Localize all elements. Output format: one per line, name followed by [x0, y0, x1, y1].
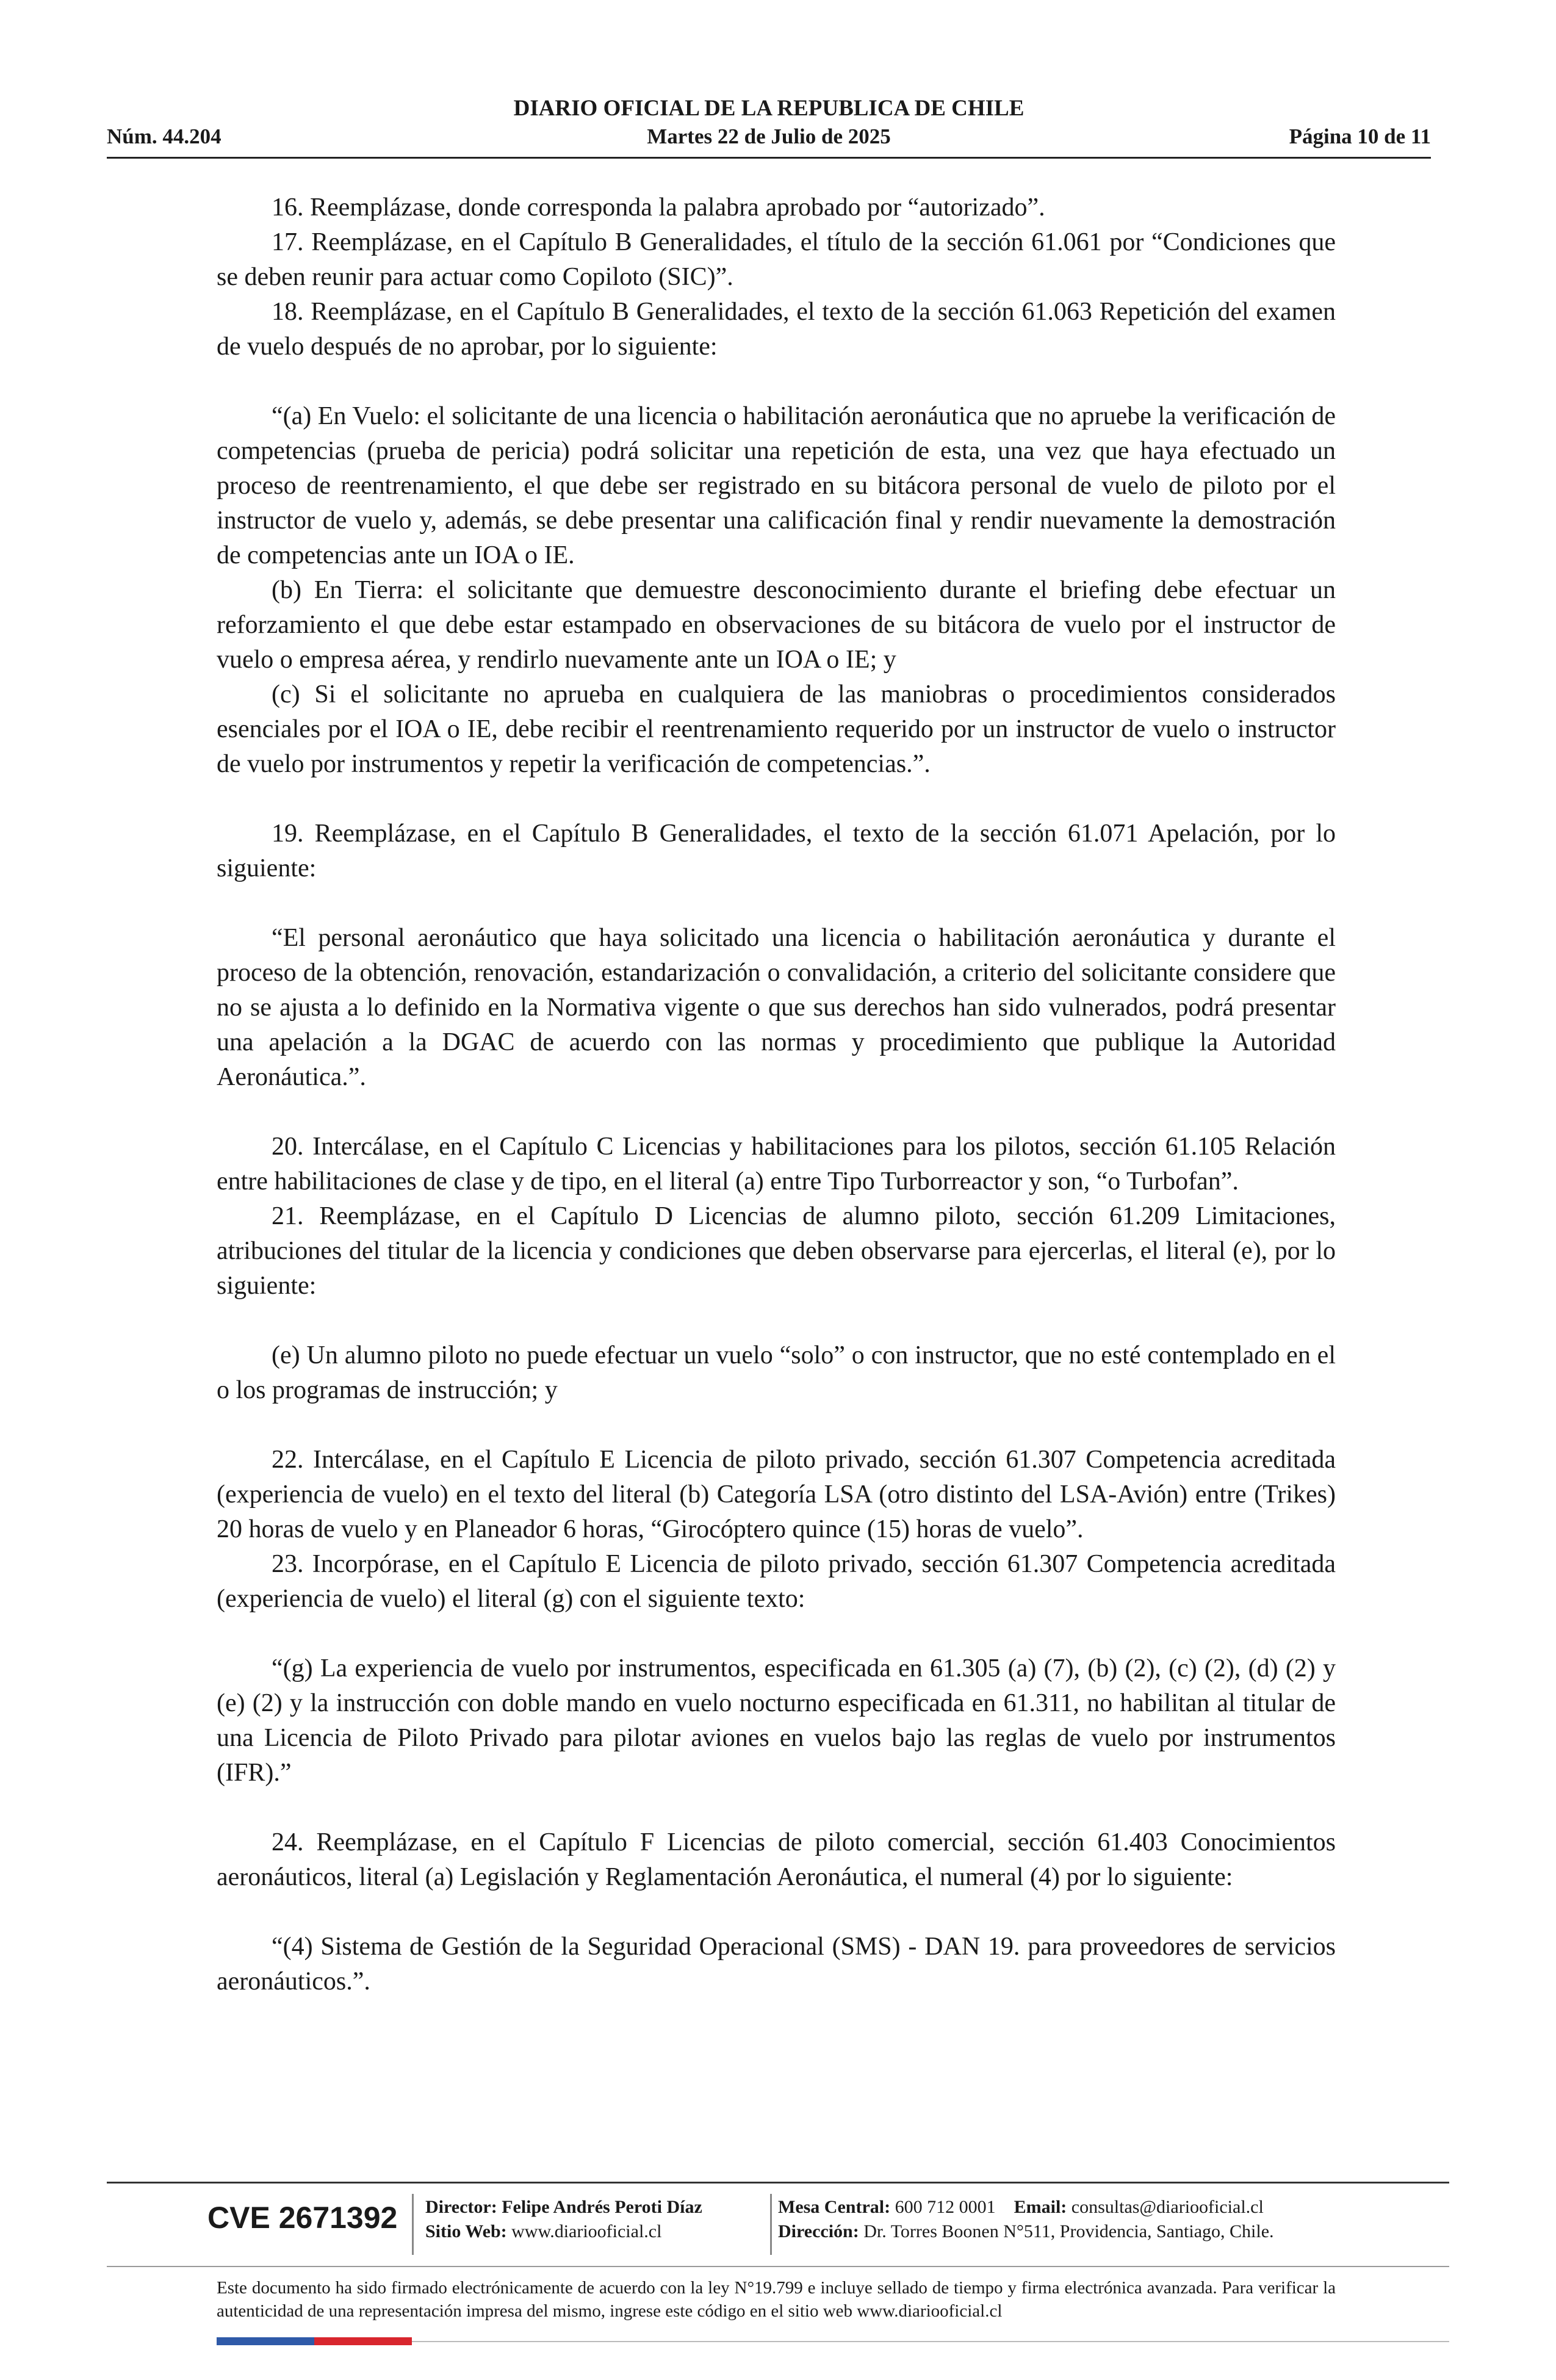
- paragraph: “El personal aeronáutico que haya solicitado una licencia o habilitación aeronáutica y durante el proceso de la obtención, renovación, estandarización o convalidación, a criterio del solicitante considere que no se ajusta a lo definido en la Normativa vigente o que sus derechos han sido vulnerados, podrá presentar una apelación a la DGAC de acuerdo con las normas y procedimiento que publique la Autoridad Aeronáutica.”.: [217, 924, 1336, 1091]
- paragraph: 21. Reemplázase, en el Capítulo D Licencias de alumno piloto, sección 61.209 Limitaciones, atribuciones del titular de la licencia y condiciones que deben observarse para ejercerlas, el literal (e), por lo siguiente:: [217, 1202, 1336, 1300]
- paragraph: 16. Reemplázase, donde corresponda la palabra aprobado por “autorizado”.: [272, 193, 1045, 222]
- paragraph: 18. Reemplázase, en el Capítulo B Generalidades, el texto de la sección 61.063 Repetición del examen de vuelo después de no aprobar, por lo siguiente:: [217, 298, 1336, 361]
- publication-title: DIARIO OFICIAL DE LA REPUBLICA DE CHILE: [513, 96, 1025, 121]
- paragraph: “(a) En Vuelo: el solicitante de una licencia o habilitación aeronáutica que no apruebe la verificación de competencias (prueba de pericia) podrá solicitar una repetición de esta, una vez que haya efectuado un proceso de reentrenamiento, el que debe ser registrado en su bitácora personal de vuelo de piloto por el instructor de vuelo y, además, se debe presentar una calificación final y rendir nuevamente la demostración de competencias ante un IOA o IE.: [217, 402, 1336, 569]
- paragraph: 19. Reemplázase, en el Capítulo B Generalidades, el texto de la sección 61.071 Apelación, por lo siguiente:: [217, 820, 1336, 882]
- flag-blue-segment: [217, 2337, 314, 2345]
- legal-notice: Este documento ha sido firmado electrónicamente de acuerdo con la ley N°19.799 e incluye sellado de tiempo y firma electrónica avanzada. Para verificar la autenticidad de una representación impresa del mismo, ingrese este código en el sitio web www.diariooficial.cl: [217, 2278, 1336, 2321]
- issue-date: Martes 22 de Julio de 2025: [647, 124, 891, 148]
- paragraph: (c) Si el solicitante no aprueba en cualquiera de las maniobras o procedimientos considerados esenciales por el IOA o IE, debe recibir el reentrenamiento requerido por un instructor de vuelo o instructor de vuelo por instrumentos y repetir la verificación de competencias.”.: [217, 680, 1336, 778]
- director-name: Felipe Andrés Peroti Díaz: [502, 2197, 702, 2217]
- footer-divider: [412, 2341, 1449, 2342]
- paragraph: 20. Intercálase, en el Capítulo C Licencias y habilitaciones para los pilotos, sección 61.105 Relación entre habilitaciones de clase y de tipo, en el literal (a) entre Tipo Turborreactor y son, “o Turbofan”.: [217, 1133, 1336, 1195]
- paragraph: 22. Intercálase, en el Capítulo E Licencia de piloto privado, sección 61.307 Competencia acreditada (experiencia de vuelo) en el texto del literal (b) Categoría LSA (otro distinto del LSA-Avión) entre (Trikes) 20 horas de vuelo y en Planeador 6 horas, “Girocóptero quince (15) horas de vuelo”.: [217, 1446, 1336, 1543]
- paragraph: “(g) La experiencia de vuelo por instrumentos, especificada en 61.305 (a) (7), (b) (2), (c) (2), (d) (2) y (e) (2) y la instrucción con doble mando en vuelo nocturno especificada en 61.311, no habilitan al titular de una Licencia de Piloto Privado para pilotar aviones en vuelos bajo las reglas de vuelo por instrumentos (IFR).”: [217, 1654, 1336, 1787]
- page-header: [107, 93, 1431, 159]
- website-link[interactable]: www.diariooficial.cl: [511, 2221, 662, 2241]
- footer-contact-block: [778, 2195, 1274, 2244]
- address-value: Dr. Torres Boonen N°511, Providencia, Santiago, Chile.: [863, 2221, 1274, 2241]
- mesa-label: Mesa Central:: [778, 2197, 891, 2217]
- paragraph: 24. Reemplázase, en el Capítulo F Licencias de piloto comercial, sección 61.403 Conocimientos aeronáuticos, literal (a) Legislación y Reglamentación Aeronáutica, el numeral (4) por lo siguiente:: [217, 1828, 1336, 1891]
- chile-flag-stripe: [217, 2337, 412, 2345]
- paragraph: 23. Incorpórase, en el Capítulo E Licencia de piloto privado, sección 61.307 Competencia acreditada (experiencia de vuelo) el literal (g) con el siguiente texto:: [217, 1550, 1336, 1613]
- flag-red-segment: [314, 2337, 412, 2345]
- address-label: Dirección:: [778, 2221, 859, 2241]
- issue-number: Núm. 44.204: [107, 124, 222, 148]
- paragraph: (b) En Tierra: el solicitante que demuestre desconocimiento durante el briefing debe efectuar un reforzamiento el que debe estar estampado en observaciones de su bitácora de vuelo por el instructor de vuelo o empresa aérea, y rendirlo nuevamente ante un IOA o IE; y: [217, 576, 1336, 674]
- footer-separator: [770, 2194, 772, 2255]
- paragraph: (e) Un alumno piloto no puede efectuar un vuelo “solo” o con instructor, que no esté contemplado en el o los programas de instrucción; y: [217, 1341, 1336, 1404]
- mesa-value: 600 712 0001: [895, 2197, 996, 2217]
- document-body: [217, 190, 1336, 1999]
- footer-divider: [107, 2182, 1449, 2183]
- footer-divider: [107, 2266, 1449, 2267]
- paragraph: “(4) Sistema de Gestión de la Seguridad Operacional (SMS) - DAN 19. para proveedores de servicios aeronáuticos.”.: [217, 1933, 1336, 1996]
- email-label: Email:: [1014, 2197, 1067, 2217]
- page-footer: [107, 2182, 1449, 2365]
- director-label: Director:: [425, 2197, 497, 2217]
- email-link[interactable]: consultas@diariooficial.cl: [1071, 2197, 1264, 2217]
- cve-code: CVE 2671392: [207, 2201, 398, 2235]
- website-label: Sitio Web:: [425, 2221, 507, 2241]
- paragraph: 17. Reemplázase, en el Capítulo B Generalidades, el título de la sección 61.061 por “Condiciones que se deben reunir para actuar como Copiloto (SIC)”.: [217, 228, 1336, 291]
- footer-separator: [412, 2194, 414, 2255]
- page-number: Página 10 de 11: [1289, 124, 1431, 148]
- footer-director-block: [425, 2195, 702, 2244]
